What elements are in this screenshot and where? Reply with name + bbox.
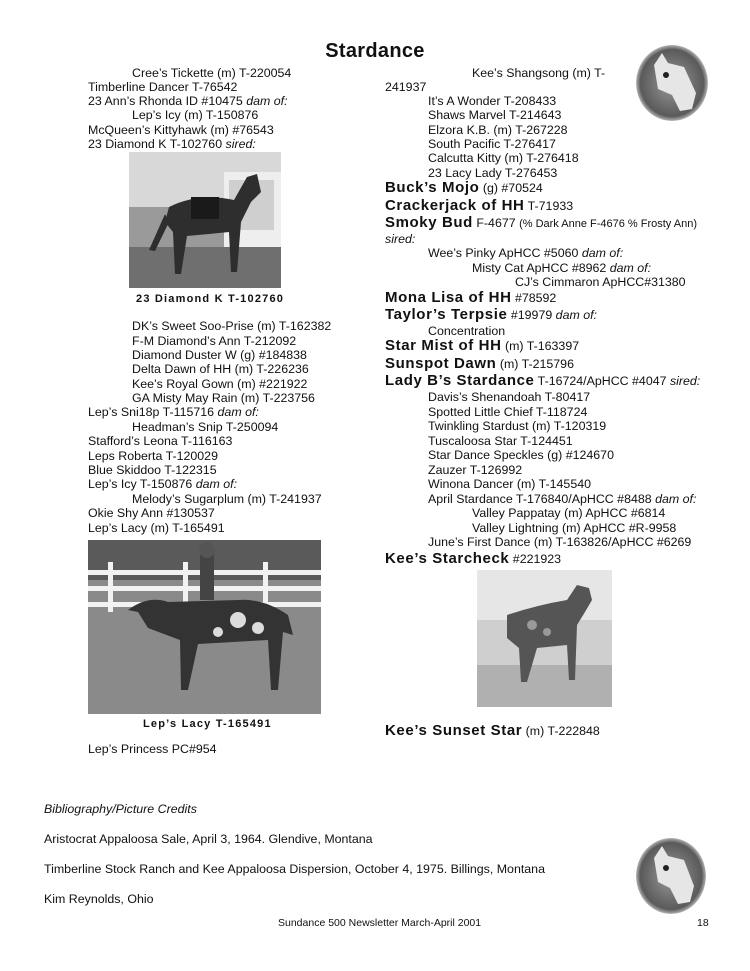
right-entry-detail: F-4677 (472, 216, 520, 230)
right-entry (472, 66, 605, 81)
right-entry-text: Tuscaloosa Star T-124451 (428, 434, 573, 448)
right-entry (385, 198, 573, 214)
horse-head-vignette-bottom (636, 838, 706, 914)
page-number: 18 (697, 917, 709, 929)
right-entry-detail: (m) T-215796 (496, 357, 574, 371)
right-entry-text: CJ’s Cimmaron ApHCC#31380 (515, 275, 686, 289)
right-entry (428, 108, 561, 123)
right-entry-detail: T-71933 (524, 199, 574, 213)
right-entry-note: (% Dark Anne F-4676 % Frosty Ann) (519, 218, 697, 230)
left-entry-text: F-M Diamond’s Ann T-212092 (132, 334, 297, 348)
right-entry (428, 123, 568, 138)
left-entry-text: Stafford’s Leona T-116163 (88, 434, 233, 448)
right-entry-text: Crackerjack of HH (385, 197, 525, 214)
right-entry-detail: #19979 (507, 308, 556, 322)
left-entry (88, 405, 259, 420)
credit-line: Kim Reynolds, Ohio (44, 892, 154, 906)
left-entry (88, 80, 237, 95)
right-entry (472, 506, 665, 521)
left-entry-detail: dam of: (246, 94, 288, 108)
left-entry (88, 137, 256, 152)
right-entry-text: Lady B’s Stardance (385, 372, 535, 389)
left-entry (132, 362, 309, 377)
right-entry-detail: (g) #70524 (479, 181, 543, 195)
bibliography-heading: Bibliography/Picture Credits (44, 802, 197, 816)
left-entry (132, 108, 258, 123)
right-entry-text: Sunspot Dawn (385, 355, 497, 372)
credit-line: Aristocrat Appaloosa Sale, April 3, 1964. Glendive, Montana (44, 832, 373, 846)
left-entry (132, 492, 322, 507)
left-entry (132, 319, 331, 334)
right-entry (428, 151, 579, 166)
footer-newsletter: Sundance 500 Newsletter March-April 2001 (278, 917, 482, 929)
left-entry (132, 391, 315, 406)
left-entry-text: Blue Skiddoo T-122315 (88, 463, 217, 477)
right-entry-text: Star Mist of HH (385, 337, 502, 354)
right-entry (472, 261, 651, 276)
left-entry-text: Melody’s Sugarplum (m) T-241937 (132, 492, 322, 506)
left-entry (132, 334, 296, 349)
right-entry (385, 290, 556, 306)
right-entry (385, 551, 561, 567)
leps-lacy-caption: Lep’s Lacy T-165491 (143, 718, 272, 730)
right-entry-text: Mona Lisa of HH (385, 289, 512, 306)
right-entry (385, 356, 574, 372)
right-entry (472, 521, 676, 536)
right-entry-detail: #78592 (511, 291, 557, 305)
diamond-k-photo (129, 152, 281, 288)
horse-head-vignette-top (636, 45, 708, 121)
right-entry-text: It’s A Wonder T-208433 (428, 94, 557, 108)
right-entry (385, 180, 543, 196)
right-entry (428, 390, 590, 405)
left-entry-text: McQueen’s Kittyhawk (m) #76543 (88, 123, 274, 137)
right-entry-text: Smoky Bud (385, 214, 473, 231)
right-entry (385, 307, 597, 323)
left-entry-text: GA Misty May Rain (m) T-223756 (132, 391, 315, 405)
left-entry (88, 123, 274, 138)
left-entry-text: Lep’s Sni18p T-115716 (88, 405, 218, 419)
left-entry (88, 742, 217, 757)
left-entry (132, 66, 291, 81)
left-entry-text: Lep’s Princess PC#954 (88, 742, 217, 756)
right-entry (428, 492, 696, 507)
right-entry (428, 137, 556, 152)
right-entry (428, 246, 623, 261)
left-entry (88, 463, 217, 478)
right-entry-text: Kee’s Sunset Star (385, 722, 523, 739)
right-entry (385, 215, 697, 232)
left-entry (88, 94, 288, 109)
credit-line: Timberline Stock Ranch and Kee Appaloosa Dispersion, October 4, 1975. Billings, Montana (44, 862, 545, 876)
leps-lacy-photo (88, 540, 321, 714)
right-entry (385, 338, 579, 354)
right-entry-detail: (m) T-222848 (522, 724, 600, 738)
right-entry-text: June’s First Dance (m) T-163826/ApHCC #6269 (428, 535, 692, 549)
left-entry-text: Okie Shy Ann #130537 (88, 506, 215, 520)
right-entry-text: Taylor’s Terpsie (385, 306, 508, 323)
right-entry-text: Davis’s Shenandoah T-80417 (428, 390, 591, 404)
left-entry (132, 420, 278, 435)
right-entry-text: South Pacific T-276417 (428, 137, 556, 151)
left-entry-text: Cree’s Tickette (m) T-220054 (132, 66, 292, 80)
page-title: Stardance (325, 40, 425, 62)
right-entry-text: Twinkling Stardust (m) T-120319 (428, 419, 607, 433)
left-entry-text: Headman’s Snip T-250094 (132, 420, 279, 434)
left-entry-detail: dam of: (195, 477, 238, 491)
left-entry-detail: sired: (225, 137, 256, 151)
right-entry (385, 373, 700, 389)
left-entry (88, 449, 218, 464)
left-entry-text: 23 Ann’s Rhonda ID #10475 (88, 94, 247, 108)
left-entry-text: Diamond Duster W (g) #184838 (132, 348, 307, 362)
left-entry-detail: dam of: (217, 405, 259, 419)
left-entry (88, 477, 237, 492)
right-entry-text: Calcutta Kitty (m) T-276418 (428, 151, 579, 165)
right-entry-detail: (m) T-163397 (501, 339, 580, 353)
right-entry (428, 419, 606, 434)
right-entry-text: Valley Pappatay (m) ApHCC #6814 (472, 506, 666, 520)
left-entry (88, 434, 232, 449)
left-entry (88, 521, 225, 536)
kees-starcheck-photo (477, 570, 612, 707)
right-entry (428, 405, 587, 420)
right-entry-detail: dam of: (581, 246, 624, 260)
right-entry-detail: T-16724/ApHCC #4047 (534, 374, 670, 388)
left-entry (132, 377, 307, 392)
right-entry-text: April Stardance T-176840/ApHCC #8488 (428, 492, 656, 506)
right-entry-text: Misty Cat ApHCC #8962 (472, 261, 610, 275)
left-entry-text: Delta Dawn of HH (m) T-226236 (132, 362, 309, 376)
right-entry-text: Spotted Little Chief T-118724 (428, 405, 588, 419)
right-entry-relation: sired: (669, 374, 701, 388)
right-entry-detail: dam of: (609, 261, 652, 275)
right-entry (385, 232, 415, 247)
right-entry-text: Winona Dancer (m) T-145540 (428, 477, 591, 491)
left-entry-text: 23 Diamond K T-102760 (88, 137, 226, 151)
left-entry (88, 506, 215, 521)
right-entry (428, 448, 614, 463)
left-entry-text: Lep’s Lacy (m) T-165491 (88, 521, 225, 535)
right-entry-text: Star Dance Speckles (g) #124670 (428, 448, 614, 462)
right-entry (428, 535, 691, 550)
right-entry-text: Shaws Marvel T-214643 (428, 108, 562, 122)
right-entry-text: Elzora K.B. (m) T-267228 (428, 123, 568, 137)
left-entry-text: Kee’s Royal Gown (m) #221922 (132, 377, 308, 391)
right-entry-text: Kee’s Shangsong (m) T- (472, 66, 606, 80)
right-entry (385, 80, 426, 95)
right-entry-relation: dam of: (555, 308, 597, 322)
right-entry (385, 723, 600, 739)
right-entry-text: 23 Lacy Lady T-276453 (428, 166, 558, 180)
left-entry-text: DK’s Sweet Soo-Prise (m) T-162382 (132, 319, 332, 333)
right-entry-text: Buck’s Mojo (385, 179, 480, 196)
right-entry (428, 94, 556, 109)
right-entry-text: Kee’s Starcheck (385, 550, 510, 567)
left-entry-text: Leps Roberta T-120029 (88, 449, 218, 463)
diamond-k-caption: 23 Diamond K T-102760 (136, 293, 285, 305)
left-entry (132, 348, 307, 363)
right-entry-text: Valley Lightning (m) ApHCC #R-9958 (472, 521, 677, 535)
left-entry-text: Timberline Dancer T-76542 (88, 80, 238, 94)
left-entry-text: Lep’s Icy (m) T-150876 (132, 108, 259, 122)
right-entry-detail: #221923 (509, 552, 562, 566)
right-entry (428, 434, 573, 449)
right-entry-text: Concentration (428, 324, 506, 338)
right-entry-text: Wee’s Pinky ApHCC #5060 (428, 246, 582, 260)
right-entry (428, 463, 522, 478)
right-entry-text: sired: (385, 232, 416, 246)
right-entry-text: 241937 (385, 80, 427, 94)
right-entry (428, 477, 591, 492)
right-entry-text: Zauzer T-126992 (428, 463, 523, 477)
right-entry (515, 275, 686, 290)
left-entry-text: Lep’s Icy T-150876 (88, 477, 196, 491)
right-entry-detail: dam of: (655, 492, 697, 506)
